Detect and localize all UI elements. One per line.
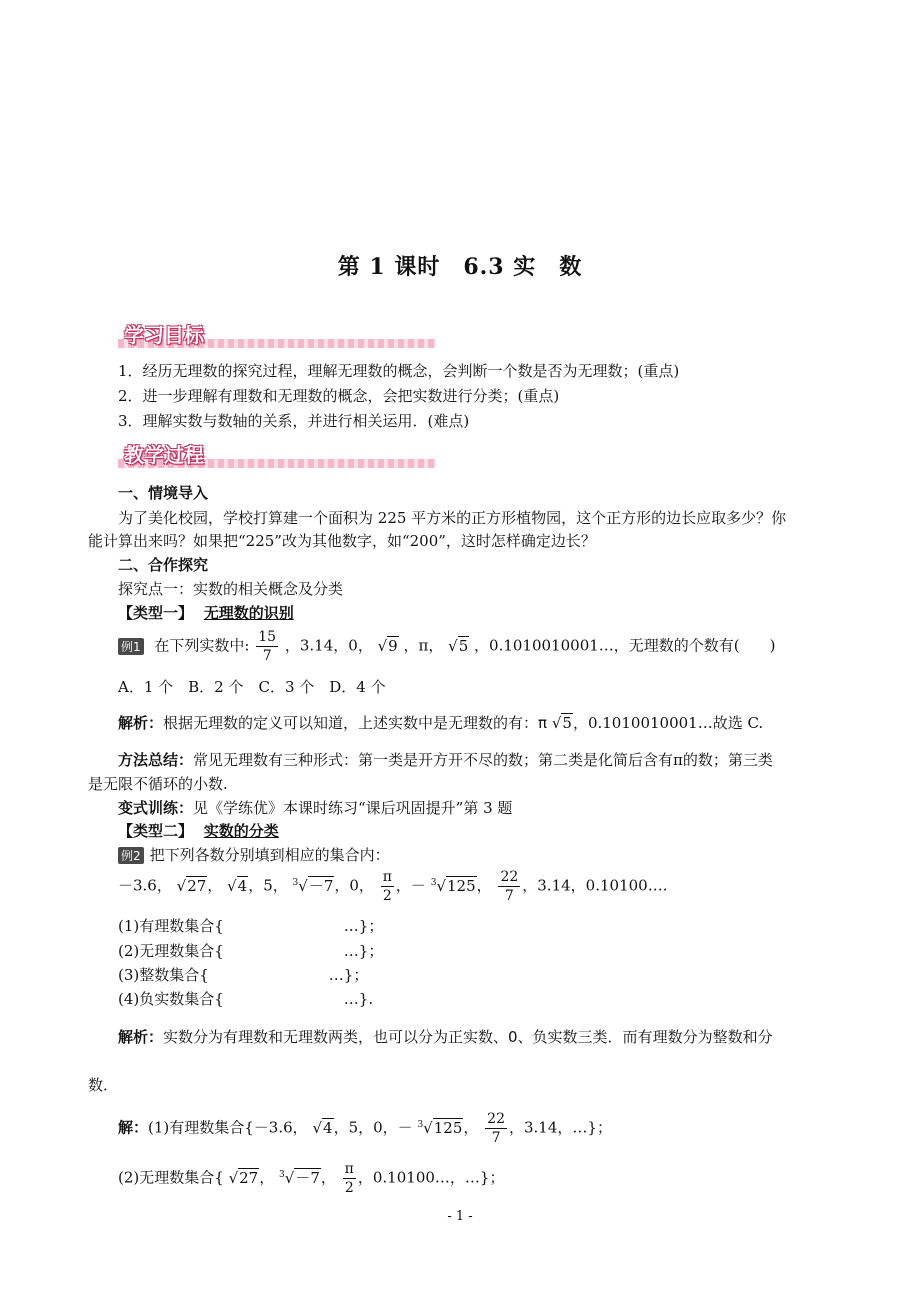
cube-root: $^3$√125	[417, 1118, 463, 1137]
example-tag: 例2	[118, 847, 144, 864]
analysis-1: 解析：根据无理数的定义可以知道，上述实数中是无理数的有：π √5，0.1010010001…故选 C.	[118, 714, 764, 732]
set-integer: (3)整数集合{ …}；	[118, 966, 369, 984]
goal-1: 1．经历无理数的探究过程，理解无理数的概念，会判断一个数是否为无理数；(重点)	[118, 362, 680, 380]
banner-label: 学习目标	[124, 323, 204, 347]
fraction: $\frac{22}{7}$	[487, 1111, 505, 1146]
variant-training: 变式训练：见《学练优》本课时练习“课后巩固提升”第 3 题	[118, 799, 513, 817]
intro-paragraph-line-1: 为了美化校园，学校打算建一个面积为 225 平方米的正方形植物园，这个正方形的边长应取多少？你	[118, 509, 787, 527]
radical: √4	[312, 1118, 333, 1137]
goal-2: 2．进一步理解有理数和无理数的概念，会把实数进行分类；(重点)	[118, 387, 560, 405]
fraction: $\frac{15}{7}$	[258, 629, 277, 664]
type-name: 实数的分类	[203, 822, 279, 840]
banner-label: 教学过程	[124, 443, 204, 467]
analysis-2-line-2: 数．	[88, 1076, 119, 1094]
type-2-heading	[118, 820, 279, 841]
example-lead: 在下列实数中:	[154, 636, 250, 655]
teaching-process-banner	[118, 440, 436, 470]
radical: √9	[377, 636, 398, 655]
type-bracket: 【类型一】	[118, 604, 194, 622]
radical: √27	[176, 876, 207, 895]
intro-paragraph-line-2: 能计算出来吗？如果把“225”改为其他数字，如“200”，这时怎样确定边长？	[88, 532, 596, 550]
set-rational: (1)有理数集合{ …}；	[118, 917, 384, 935]
method-summary-line-1: 方法总结：常见无理数有三种形式：第一类是开方开不尽的数；第二类是化简后含有π的数；第三类	[118, 751, 773, 769]
example-1-options: A．1 个 B．2 个 C．3 个 D．4 个	[118, 678, 386, 696]
set-negative-real: (4)负实数集合{ …}.	[118, 990, 374, 1008]
learning-goals-banner	[118, 320, 436, 350]
page-number: - 1 -	[447, 1209, 473, 1224]
radical: √5	[448, 636, 469, 655]
method-summary-line-2: 是无限不循环的小数.	[88, 775, 228, 793]
set-irrational: (2)无理数集合{ …}；	[118, 942, 384, 960]
fraction: $\frac{22}{7}$	[500, 869, 519, 904]
page-title: 第 1 课时 6.3 实 数	[337, 254, 583, 280]
example-2-numbers: －3.6， √27， √4，5， $^3$√－7，0， $\frac{\pi}{2}$ ，－ $^3$√125， $\frac{22}{7}$ ，3.14，0.10100….	[118, 869, 668, 904]
solution-line-2: (2)无理数集合{ √27， $^3$√－7， $\frac{\pi}{2}$ ，0.10100…，…}；	[118, 1161, 505, 1196]
type-name: 无理数的识别	[203, 604, 294, 622]
cube-root: $^3$√－7	[292, 876, 334, 895]
radical: √4	[227, 876, 248, 895]
solution-line-1: 解：(1)有理数集合{－3.6， √4，5，0，－ $^3$√125， $\frac{22}{7}$ ，3.14，…}；	[118, 1111, 612, 1146]
example-2-question: 例2 把下列各数分别填到相应的集合内：	[118, 844, 390, 865]
radical: √27	[228, 1168, 259, 1187]
radical: √5	[551, 714, 572, 732]
example-1-question: 例1 在下列实数中: $\frac{15}{7}$ ，3.14，0， √9 ，π， √5 ，0.1010010001…，无理数的个数有( )	[118, 628, 775, 665]
type-bracket: 【类型二】	[118, 822, 194, 840]
section-heading-intro: 一、情境导入	[118, 484, 209, 502]
example-tag: 例1	[118, 638, 144, 655]
fraction: $\frac{\pi}{2}$	[382, 869, 392, 904]
cube-root: $^3$√125	[430, 876, 476, 895]
section-heading-explore: 二、合作探究	[118, 556, 209, 574]
analysis-2-line-1: 解析：实数分为有理数和无理数两类，也可以分为正实数、0、负实数三类．而有理数分为整数和分	[118, 1028, 773, 1046]
type-1-heading	[118, 602, 294, 623]
goal-3: 3．理解实数与数轴的关系，并进行相关运用．(难点)	[118, 412, 470, 430]
cube-root: $^3$√－7	[279, 1168, 320, 1187]
explore-point-1: 探究点一：实数的相关概念及分类	[118, 580, 344, 598]
fraction: $\frac{\pi}{2}$	[344, 1161, 354, 1196]
